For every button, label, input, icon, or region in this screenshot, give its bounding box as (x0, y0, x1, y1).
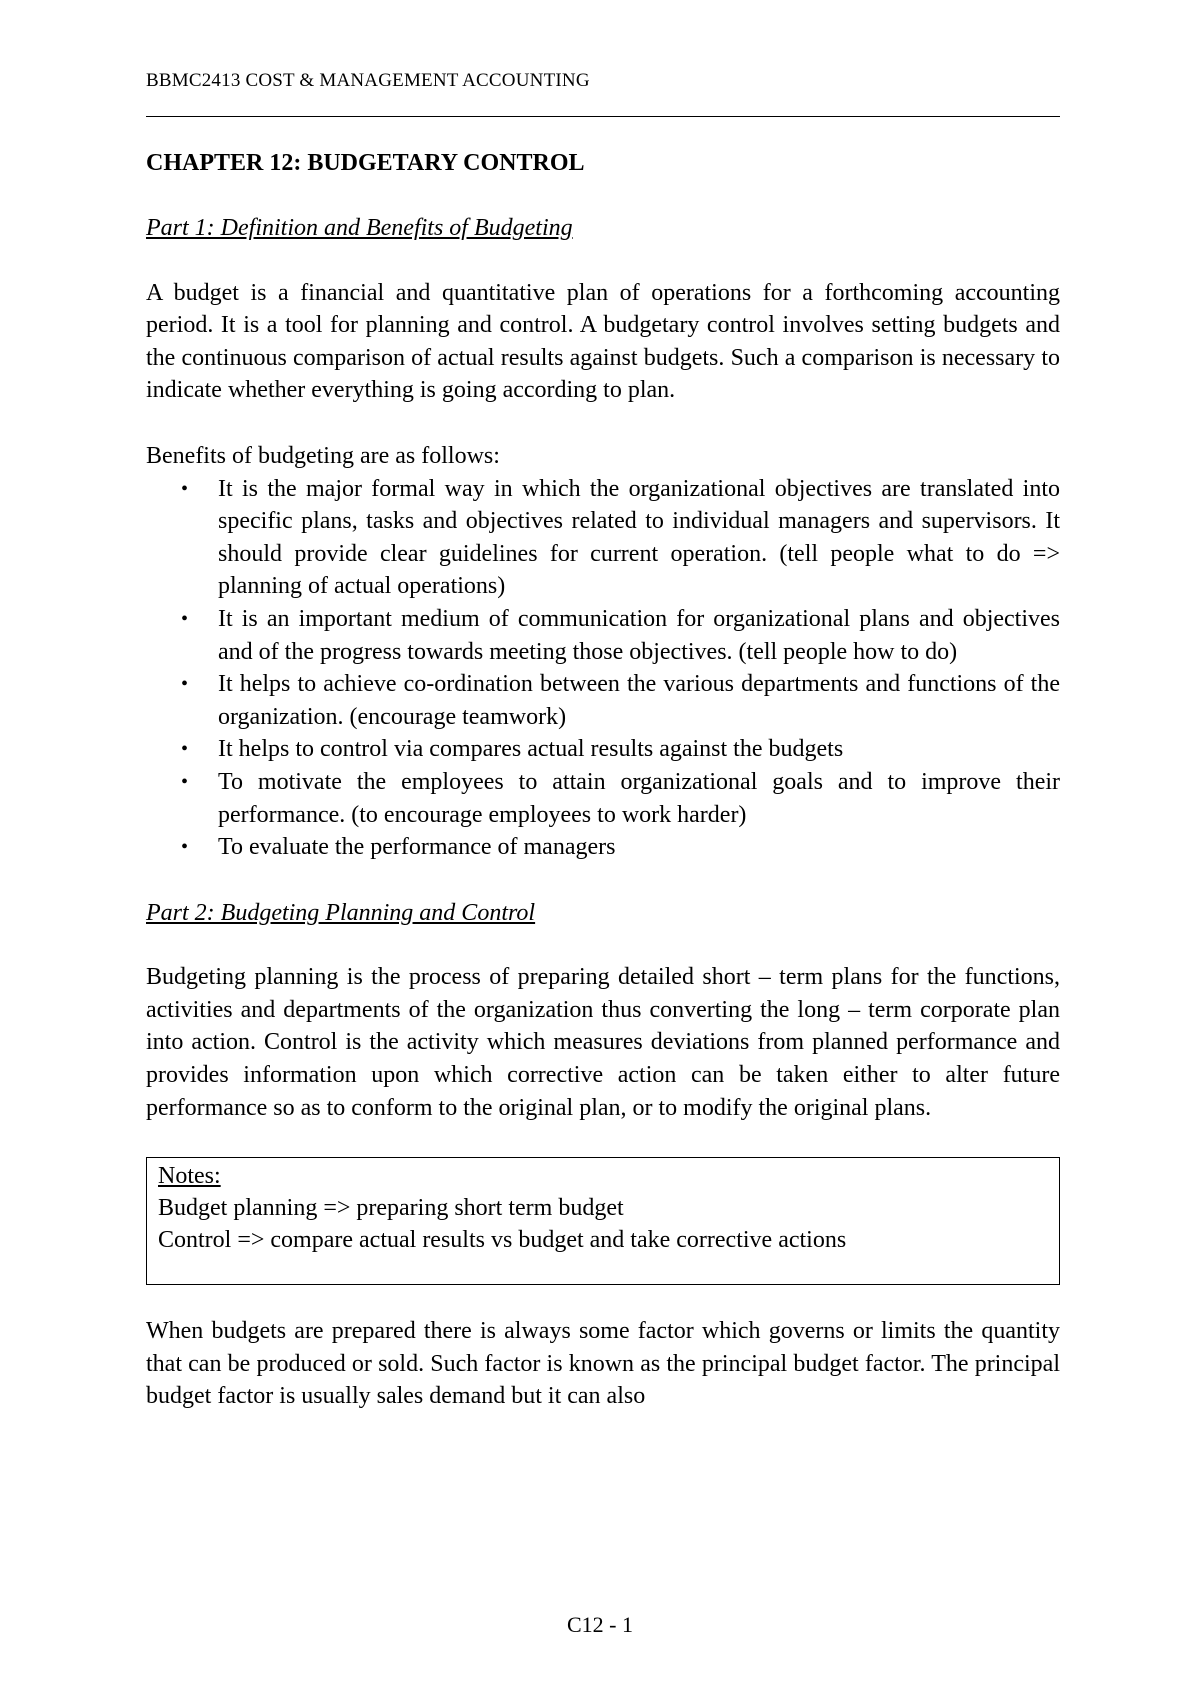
part1-heading: Part 1: Definition and Benefits of Budgeting (146, 215, 573, 241)
bullet-icon: • (181, 770, 189, 793)
benefit-item (146, 766, 1060, 831)
bullet-icon: • (181, 738, 189, 761)
notes-box (146, 1157, 1060, 1285)
bullet-icon: • (181, 607, 189, 630)
notes-line: Budget planning => preparing short term budget (158, 1195, 624, 1222)
benefits-list (146, 473, 1060, 864)
part2-heading: Part 2: Budgeting Planning and Control (146, 899, 536, 926)
benefit-item (146, 831, 1060, 864)
notes-title: Notes: (158, 1163, 221, 1190)
benefit-text: It helps to achieve co-ordination between the various departments and functions of the organization. (encourage teamwork) (218, 671, 1060, 730)
bullet-icon: • (181, 836, 189, 859)
benefit-text: It helps to control via compares actual results against the budgets (218, 736, 844, 763)
header-rule (146, 116, 1060, 117)
bullet-icon: • (181, 673, 189, 696)
benefit-item (146, 668, 1060, 733)
benefits-intro: Benefits of budgeting are as follows: (146, 442, 500, 469)
benefit-item (146, 473, 1060, 603)
part2-paragraph: Budgeting planning is the process of preparing detailed short – term plans for the functions, activities and departments of the organization thus converting the long – term corporate plan into action. Control is the activity which measures deviations from planned performance and provides information upon which corrective action can be taken either to alter future performance so as to conform to the original plan, or to modify the original plans. (146, 964, 1060, 1121)
benefit-text: To motivate the employees to attain organizational goals and to improve their performance. (to encourage employees to work harder) (218, 768, 1060, 828)
notes-line: Control => compare actual results vs budget and take corrective actions (158, 1227, 847, 1254)
benefit-item (146, 733, 1060, 766)
page-content (146, 146, 1060, 1446)
principal-budget-factor-paragraph: When budgets are prepared there is always some factor which governs or limits the quantity that can be produced or sold. Such factor is known as the principal budget factor. The principal budget factor is usually sales demand but it can also (146, 1318, 1060, 1410)
benefit-text: It is an important medium of communication for organizational plans and objectives and of the progress towards meeting those objectives. (tell people how to do) (218, 605, 1060, 665)
bullet-icon: • (181, 477, 189, 500)
page-number: C12 - 1 (567, 1612, 633, 1637)
benefit-item (146, 603, 1060, 668)
running-header: BBMC2413 COST & MANAGEMENT ACCOUNTING (146, 70, 590, 91)
part1-paragraph: A budget is a financial and quantitative plan of operations for a forthcoming accounting period. It is a tool for planning and control. A budgetary control involves setting budgets and the continuous comparison of actual results against budgets. Such a comparison is necessary to indicate whether everything is going according to plan. (146, 279, 1060, 404)
benefit-text: It is the major formal way in which the organizational objectives are translated into specific plans, tasks and objectives related to individual managers and supervisors. It should provide clear guidelines for current operation. (tell people what to do => planning of actual operations) (218, 475, 1060, 600)
chapter-title: CHAPTER 12: BUDGETARY CONTROL (146, 150, 585, 176)
benefit-text: To evaluate the performance of managers (218, 834, 616, 861)
